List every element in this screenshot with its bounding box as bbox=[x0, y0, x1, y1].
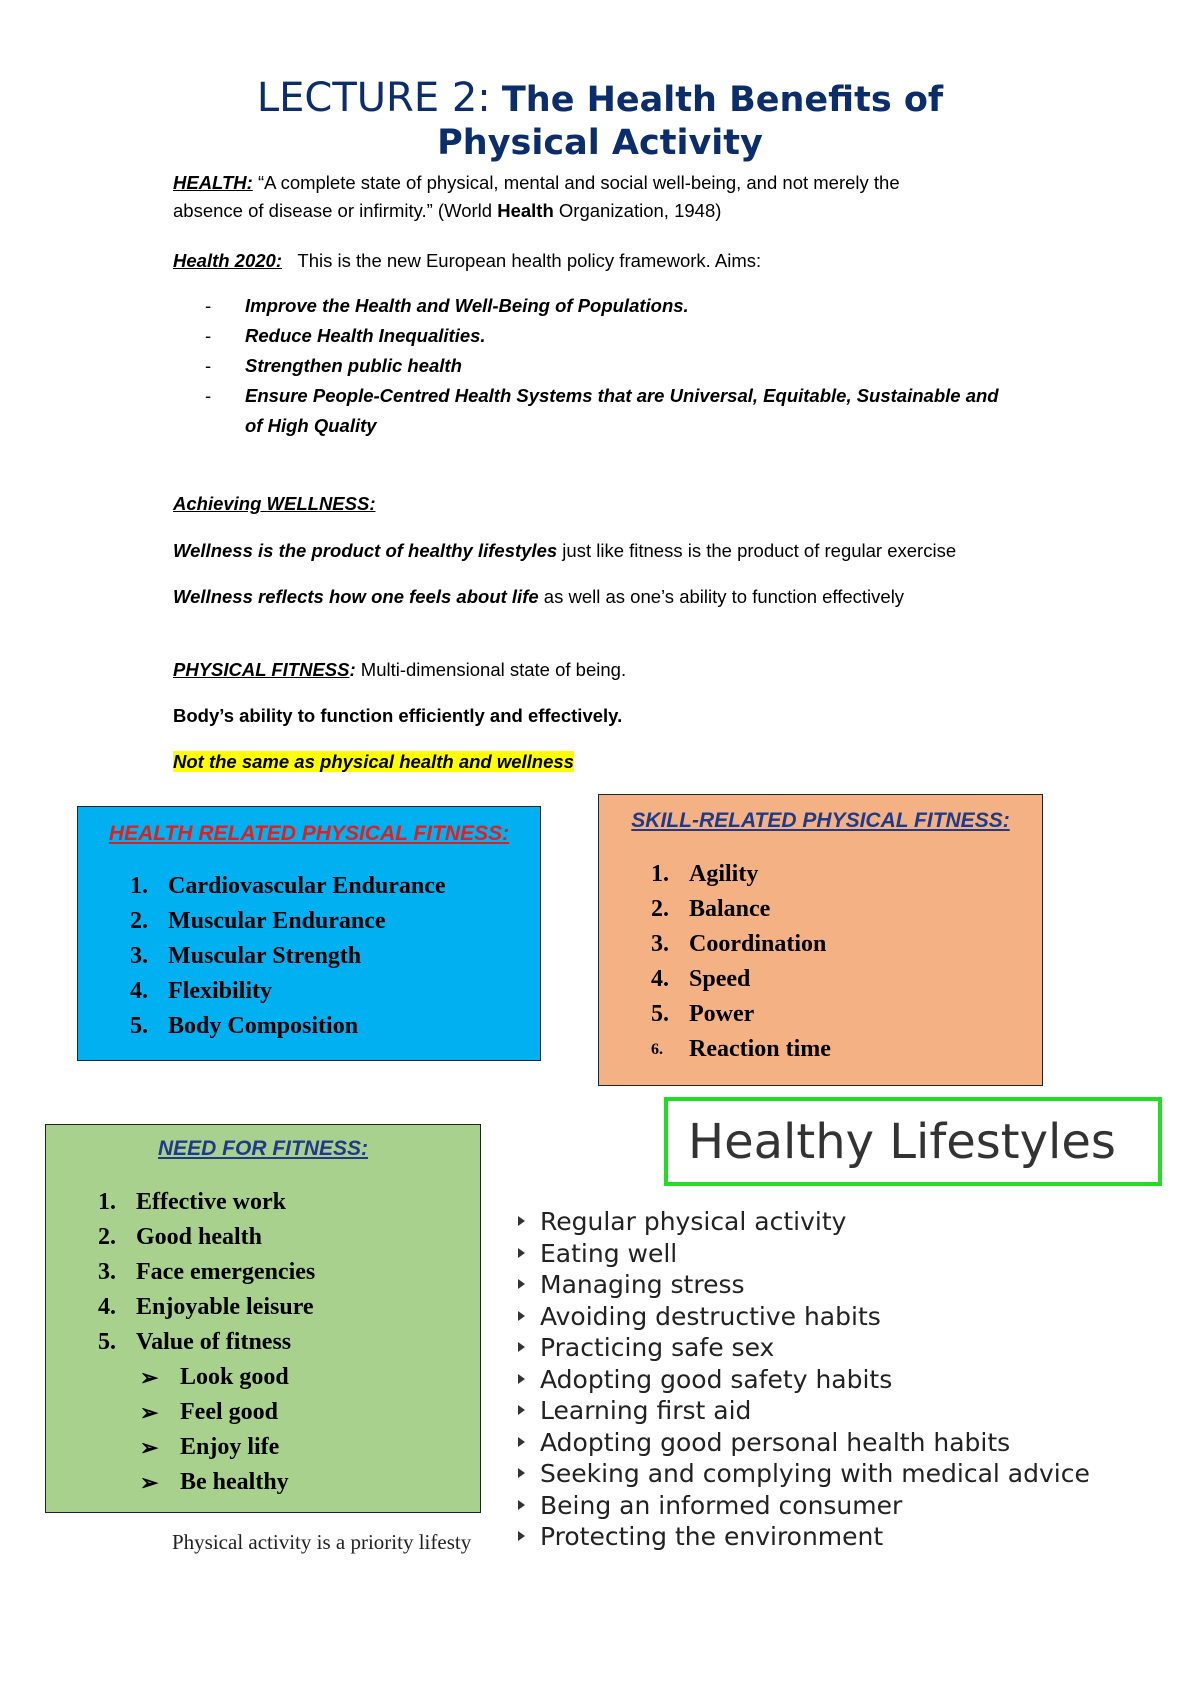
triangle-bullet-icon bbox=[518, 1500, 525, 1510]
wellness-heading: Achieving WELLNESS: bbox=[173, 493, 376, 514]
aim-item: - Reduce Health Inequalities. bbox=[205, 325, 486, 346]
list-item: Practicing safe sex bbox=[518, 1332, 1178, 1364]
triangle-bullet-icon bbox=[518, 1437, 525, 1447]
triangle-bullet-icon bbox=[518, 1468, 525, 1478]
triangle-bullet-icon bbox=[518, 1216, 525, 1226]
list-item: Adopting good safety habits bbox=[518, 1364, 1178, 1396]
triangle-bullet-icon bbox=[518, 1248, 525, 1258]
healthy-lifestyles-title: Healthy Lifestyles bbox=[688, 1114, 1116, 1170]
triangle-bullet-icon bbox=[518, 1311, 525, 1321]
list-item: Protecting the environment bbox=[518, 1521, 1178, 1553]
triangle-bullet-icon bbox=[518, 1531, 525, 1541]
page-title bbox=[0, 74, 1200, 124]
list-item: Managing stress bbox=[518, 1269, 1178, 1301]
list-item: Seeking and complying with medical advice bbox=[518, 1458, 1178, 1490]
list-item: Avoiding destructive habits bbox=[518, 1301, 1178, 1333]
triangle-bullet-icon bbox=[518, 1405, 525, 1415]
footer-text: Physical activity is a priority lifesty bbox=[172, 1530, 472, 1554]
health2020-line bbox=[173, 246, 1073, 276]
physical-fitness-line: PHYSICAL FITNESS: Multi-dimensional state of being. bbox=[173, 659, 627, 680]
skill-related-fitness-box: SKILL-RELATED PHYSICAL FITNESS: 1. Agility 2. Balance 3. Coordination 4. Speed 5. Power 6. Reaction time bbox=[598, 794, 1043, 1086]
wellness-line1: Wellness is the product of healthy lifestyles just like fitness is the product of regular exercise bbox=[173, 540, 957, 561]
physical-fitness-line2: Body’s ability to function efficiently and effectively. bbox=[173, 705, 623, 726]
list-item: Learning first aid bbox=[518, 1395, 1178, 1427]
health-definition bbox=[173, 168, 1073, 226]
need-for-fitness-box: NEED FOR FITNESS: 1. Effective work 2. Good health 3. Face emergencies 4. Enjoyable leisure 5. Value of fitness ➢ Look good ➢ Feel good ➢ Enjoy life ➢ Be healthy bbox=[45, 1124, 481, 1513]
triangle-bullet-icon bbox=[518, 1279, 525, 1289]
healthy-lifestyles-title-box bbox=[664, 1097, 1162, 1186]
triangle-bullet-icon bbox=[518, 1342, 525, 1352]
list-item: Regular physical activity bbox=[518, 1206, 1178, 1238]
title-lecture: LECTURE 2 bbox=[256, 75, 478, 121]
list-item: Adopting good personal health habits bbox=[518, 1427, 1178, 1459]
arrow-bullet-icon: ➢ bbox=[140, 1400, 159, 1425]
aim-item-continued: of High Quality bbox=[245, 415, 377, 436]
health-related-fitness-box: HEALTH RELATED PHYSICAL FITNESS: 1. Cardiovascular Endurance 2. Muscular Endurance 3. Muscular Strength 4. Flexibility 5. Body Composition bbox=[77, 806, 541, 1061]
title-colon: : bbox=[477, 75, 491, 121]
health-line2a: absence of disease or infirmity.” (World bbox=[173, 200, 498, 221]
skill-related-heading: SKILL-RELATED PHYSICAL FITNESS: bbox=[631, 809, 1010, 832]
need-for-fitness-heading: NEED FOR FITNESS: bbox=[157, 1137, 368, 1160]
title-rest: The Health Benefits of bbox=[501, 80, 944, 120]
health2020-text: This is the new European health policy framework. Aims: bbox=[297, 250, 762, 271]
health-line1: “A complete state of physical, mental and social well-being, and not merely the bbox=[252, 172, 900, 193]
health-related-heading: HEALTH RELATED PHYSICAL FITNESS: bbox=[108, 822, 510, 845]
arrow-bullet-icon: ➢ bbox=[140, 1470, 159, 1495]
aim-item: - Strengthen public health bbox=[205, 355, 462, 376]
health2020-label: Health 2020: bbox=[173, 250, 282, 271]
aim-item: - Ensure People-Centred Health Systems that are Universal, Equitable, Sustainable and bbox=[205, 385, 999, 406]
health-line2b: Health bbox=[497, 200, 554, 221]
list-item: Eating well bbox=[518, 1238, 1178, 1270]
physical-fitness-label: PHYSICAL FITNESS bbox=[173, 659, 350, 680]
arrow-bullet-icon: ➢ bbox=[140, 1435, 159, 1460]
health-line2c: Organization, 1948) bbox=[553, 200, 722, 221]
page-title-line2: Physical Activity bbox=[437, 123, 763, 163]
health2020-aims bbox=[205, 291, 1085, 441]
healthy-lifestyles-list bbox=[518, 1206, 1178, 1553]
aim-item: - Improve the Health and Well-Being of Populations. bbox=[205, 295, 689, 316]
wellness-line2: Wellness reflects how one feels about life as well as one’s ability to function effectively bbox=[173, 586, 905, 607]
health-label: HEALTH: bbox=[173, 172, 253, 193]
list-item: Being an informed consumer bbox=[518, 1490, 1178, 1522]
physical-fitness-highlight: Not the same as physical health and wellness bbox=[173, 751, 574, 772]
triangle-bullet-icon bbox=[518, 1374, 525, 1384]
arrow-bullet-icon: ➢ bbox=[140, 1365, 159, 1390]
